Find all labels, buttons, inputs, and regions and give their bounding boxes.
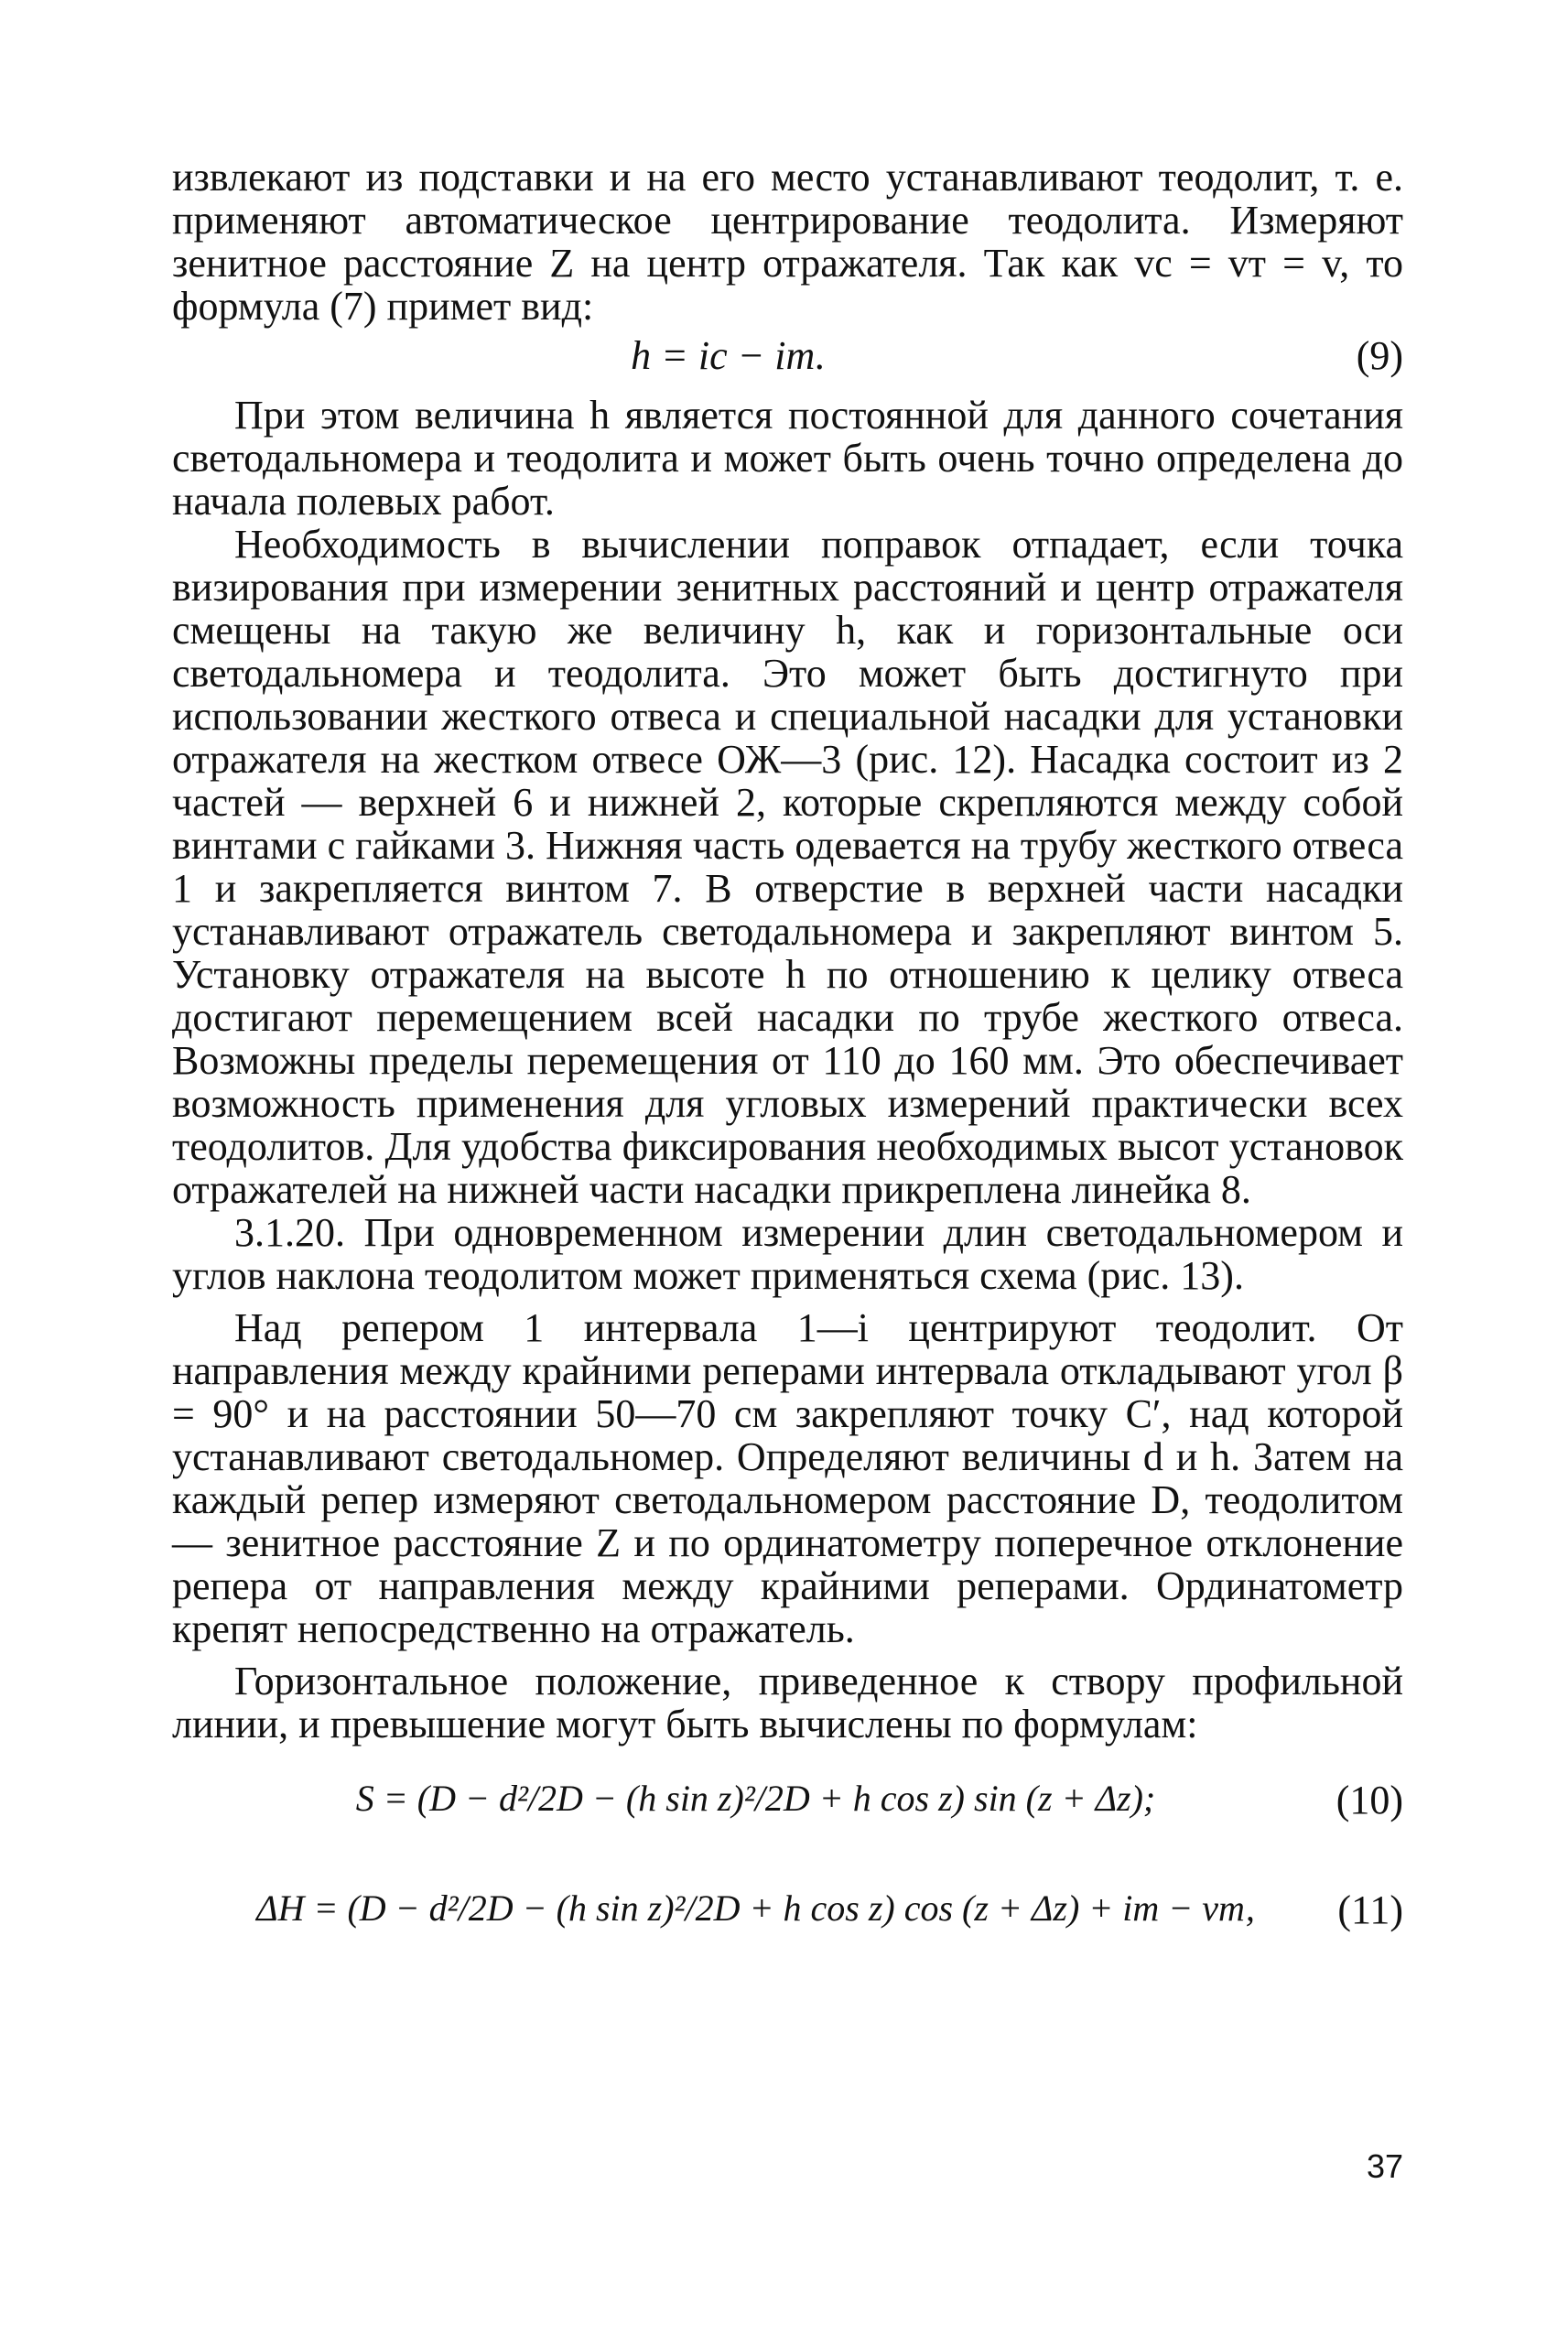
equation-11-formula: ΔH = (D − d²/2D − (h sin z)²/2D + h cos z) cos (z + Δz) + iт − vт, — [256, 1887, 1255, 1929]
equation-9-formula: h = iс − iт. — [631, 333, 826, 378]
paragraph-5: Над репером 1 интервала 1—i центрируют теодолит. От направления между крайними реперами интервала откладывают угол β = 90° и на расстоянии 50—70 см закрепляют точку C′, над которой устанавливают светодальномер. Определяют величины d и h. Затем на каждый репер измеряют светодальномером расстояние D, теодолитом — зенитное расстояние Z и по ординатометру поперечное отклонение репера от направления между крайними реперами. Ординатометр крепят непосредственно на отражатель. — [172, 1305, 1403, 1651]
paragraph-1: извлекают из подставки и на его место устанавливают теодолит, т. е. применяют автоматическое центрирование теодолита. Измеряют зенитное расстояние Z на центр отражателя. Так как vс = vт = v, то формула (7) примет вид: — [172, 155, 1403, 329]
paragraph-4: 3.1.20. При одновременном измерении длин светодальномером и углов наклона теодолитом может применяться схема (рис. 13). — [172, 1210, 1403, 1298]
paragraph-6: Горизонтальное положение, приведенное к створу профильной линии, и превышение могут быть вычислены по формулам: — [172, 1659, 1403, 1746]
paragraph-3: Необходимость в вычислении поправок отпадает, если точка визирования при измерении зенитных расстояний и центр отражателя смещены на такую же величину h, как и горизонтальные оси светодальномера и теодолита. Это может быть достигнуто при использовании жесткого отвеса и специальной насадки для установки отражателя на жестком отвесе ОЖ—3 (рис. 12). Насадка состоит из 2 частей — верхней 6 и нижней 2, которые скрепляются между собой винтами с гайками 3. Нижняя часть одевается на трубу жесткого отвеса 1 и закрепляется винтом 7. В отверстие в верхней части насадки устанавливают отражатель светодальномера и закрепляют винтом 5. Установку отражателя на высоте h по отношению к целику отвеса достигают перемещением всей насадки по трубе жесткого отвеса. Возможны пределы перемещения от 110 до 160 мм. Это обеспечивает возможность применения для угловых измерений практически всех теодолитов. Для удобства фиксирования необходимых высот установок отражателей на нижней части насадки прикреплена линейка 8. — [172, 522, 1403, 1212]
page-number: 37 — [1366, 2147, 1403, 2185]
equation-9-number: (9) — [1356, 333, 1403, 378]
page-body — [172, 156, 1403, 1965]
equation-9 — [172, 328, 1403, 384]
equation-10-number: (10) — [1336, 1778, 1403, 1822]
paragraph-2: При этом величина h является постоянной для данного сочетания светодальномера и теодолита и может быть очень точно определена до начала полевых работ. — [172, 393, 1403, 524]
equation-11 — [172, 1855, 1403, 1965]
equation-10-formula: S = (D − d²/2D − (h sin z)²/2D + h cos z) sin (z + Δz); — [355, 1778, 1156, 1819]
equation-11-number: (11) — [1337, 1887, 1403, 1932]
equation-10 — [172, 1746, 1403, 1855]
